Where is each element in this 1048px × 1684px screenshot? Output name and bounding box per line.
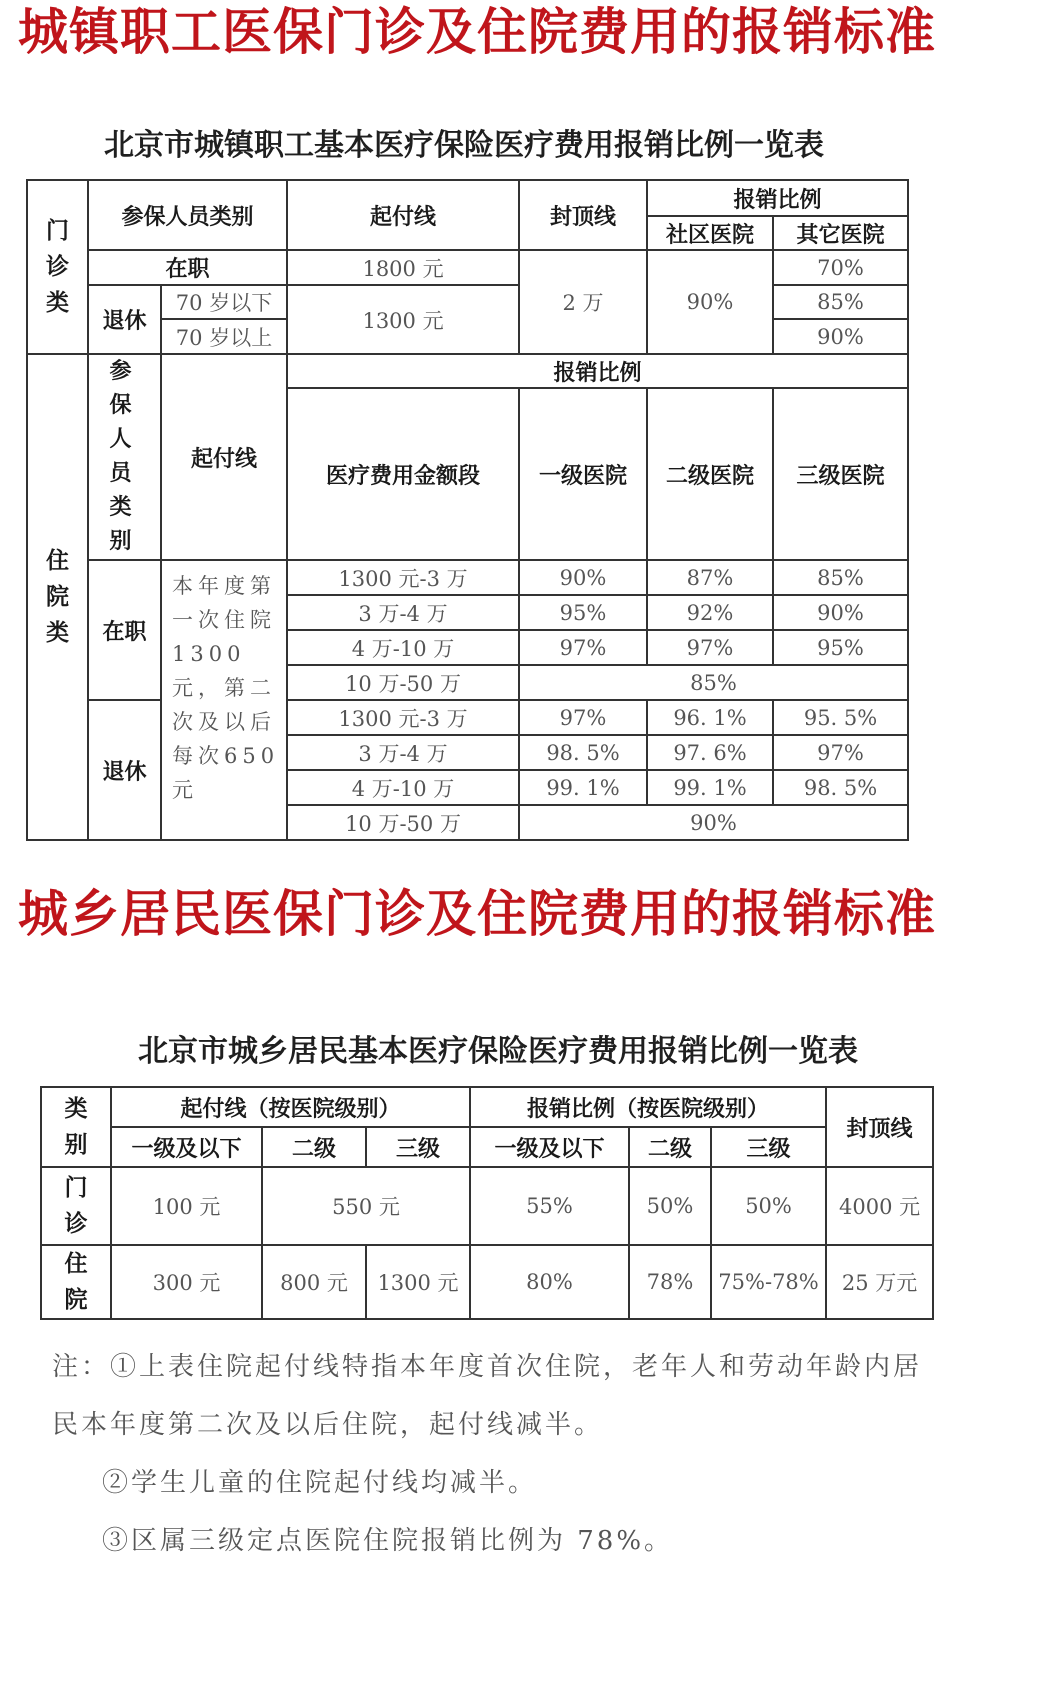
employed-l1: 90% (519, 560, 647, 595)
inpatient-r-level1: 80% (470, 1245, 629, 1319)
other-ratio-employed: 70% (773, 250, 908, 285)
employed-l3: 95% (773, 630, 908, 665)
inpatient-r-level3: 75%-78% (711, 1245, 826, 1319)
retired-range: 3 万-4 万 (287, 735, 519, 770)
community-ratio: 90% (647, 250, 773, 354)
inpatient-header-ratio: 报销比例 (287, 354, 908, 388)
employed-range: 4 万-10 万 (287, 630, 519, 665)
employee-insurance-table (26, 179, 909, 841)
outpatient-label: 门诊 (41, 1167, 111, 1245)
employed-deductible: 1800 元 (287, 250, 519, 285)
retired-range: 4 万-10 万 (287, 770, 519, 805)
header-other-hospital: 其它医院 (773, 216, 908, 250)
retired-l2: 99. 1% (647, 770, 773, 805)
inpatient-header-insured: 参保人员类别 (88, 354, 161, 560)
retired-range: 10 万-50 万 (287, 805, 519, 840)
employed-l2: 87% (647, 560, 773, 595)
retired-l2: 96. 1% (647, 700, 773, 735)
outpatient-cap: 2 万 (519, 250, 647, 354)
retired-l1: 97% (519, 700, 647, 735)
other-ratio-over-70: 90% (773, 319, 908, 354)
age-over-70: 70 岁以上 (161, 319, 287, 354)
outpatient-d-level23: 550 元 (262, 1167, 470, 1245)
inpatient-retired-label: 退休 (88, 700, 161, 840)
employed-range: 1300 元-3 万 (287, 560, 519, 595)
retired-l1: 98. 5% (519, 735, 647, 770)
header-ratio-by-level: 报销比例（按医院级别） (470, 1087, 826, 1127)
resident-insurance-table (40, 1086, 934, 1320)
outpatient-cap: 4000 元 (826, 1167, 933, 1245)
retired-range: 1300 元-3 万 (287, 700, 519, 735)
section1-heading: 城镇职工医保门诊及住院费用的报销标准 (18, 3, 936, 61)
employed-l3: 85% (773, 560, 908, 595)
footnote-line: ③区属三级定点医院住院报销比例为 78%。 (102, 1526, 674, 1556)
header-deductible: 起付线 (287, 180, 519, 250)
outpatient-r-level2: 50% (629, 1167, 711, 1245)
employed-label: 在职 (88, 250, 287, 285)
employed-l2: 92% (647, 595, 773, 630)
footnotes (52, 1338, 952, 1570)
inpatient-label: 住院 (41, 1245, 111, 1319)
employed-l1: 97% (519, 630, 647, 665)
header-d-level2: 二级 (262, 1127, 366, 1167)
outpatient-category: 门诊类 (27, 180, 88, 354)
header-deductible-by-level: 起付线（按医院级别） (111, 1087, 470, 1127)
employed-l2: 97% (647, 630, 773, 665)
header-d-level1: 一级及以下 (111, 1127, 262, 1167)
header-r-level3: 三级 (711, 1127, 826, 1167)
outpatient-d-level1: 100 元 (111, 1167, 262, 1245)
header-cap: 封顶线 (519, 180, 647, 250)
retired-l2: 97. 6% (647, 735, 773, 770)
header-level2-hospital: 二级医院 (647, 388, 773, 560)
header-community-hospital: 社区医院 (647, 216, 773, 250)
header-cap: 封顶线 (826, 1087, 933, 1167)
outpatient-r-level1: 55% (470, 1167, 629, 1245)
employed-all-levels: 85% (519, 665, 908, 700)
retired-all-levels: 90% (519, 805, 908, 840)
header-r-level2: 二级 (629, 1127, 711, 1167)
inpatient-category: 住院类 (27, 354, 88, 840)
employed-range: 3 万-4 万 (287, 595, 519, 630)
header-level3-hospital: 三级医院 (773, 388, 908, 560)
footnote-line: 注：①上表住院起付线特指本年度首次住院，老年人和劳动年龄内居 (52, 1352, 923, 1382)
inpatient-employed-label: 在职 (88, 560, 161, 700)
header-category: 类别 (41, 1087, 111, 1167)
retired-label: 退休 (88, 285, 161, 354)
header-r-level1: 一级及以下 (470, 1127, 629, 1167)
inpatient-d-level2: 800 元 (262, 1245, 366, 1319)
outpatient-r-level3: 50% (711, 1167, 826, 1245)
header-insured-type: 参保人员类别 (88, 180, 287, 250)
header-amount-range: 医疗费用金额段 (287, 388, 519, 560)
employed-l3: 90% (773, 595, 908, 630)
retired-deductible: 1300 元 (287, 285, 519, 354)
inpatient-d-level1: 300 元 (111, 1245, 262, 1319)
section2-heading: 城乡居民医保门诊及住院费用的报销标准 (18, 885, 936, 943)
inpatient-r-level2: 78% (629, 1245, 711, 1319)
footnote-line: ②学生儿童的住院起付线均减半。 (102, 1468, 538, 1498)
inpatient-header-deductible: 起付线 (161, 354, 287, 560)
employed-range: 10 万-50 万 (287, 665, 519, 700)
age-under-70: 70 岁以下 (161, 285, 287, 319)
retired-l3: 97% (773, 735, 908, 770)
header-ratio: 报销比例 (647, 180, 908, 216)
header-level1-hospital: 一级医院 (519, 388, 647, 560)
other-ratio-under-70: 85% (773, 285, 908, 319)
section2-table-title: 北京市城乡居民基本医疗保险医疗费用报销比例一览表 (138, 1034, 858, 1069)
inpatient-cap: 25 万元 (826, 1245, 933, 1319)
retired-l1: 99. 1% (519, 770, 647, 805)
inpatient-d-level3: 1300 元 (366, 1245, 470, 1319)
retired-l3: 95. 5% (773, 700, 908, 735)
section1-table-title: 北京市城镇职工基本医疗保险医疗费用报销比例一览表 (104, 128, 824, 163)
footnote-line: 民本年度第二次及以后住院，起付线减半。 (52, 1410, 604, 1440)
header-d-level3: 三级 (366, 1127, 470, 1167)
inpatient-deductible-note: 本年度第一次住院1300元，第二次及以后每次650元 (161, 560, 287, 840)
retired-l3: 98. 5% (773, 770, 908, 805)
employed-l1: 95% (519, 595, 647, 630)
